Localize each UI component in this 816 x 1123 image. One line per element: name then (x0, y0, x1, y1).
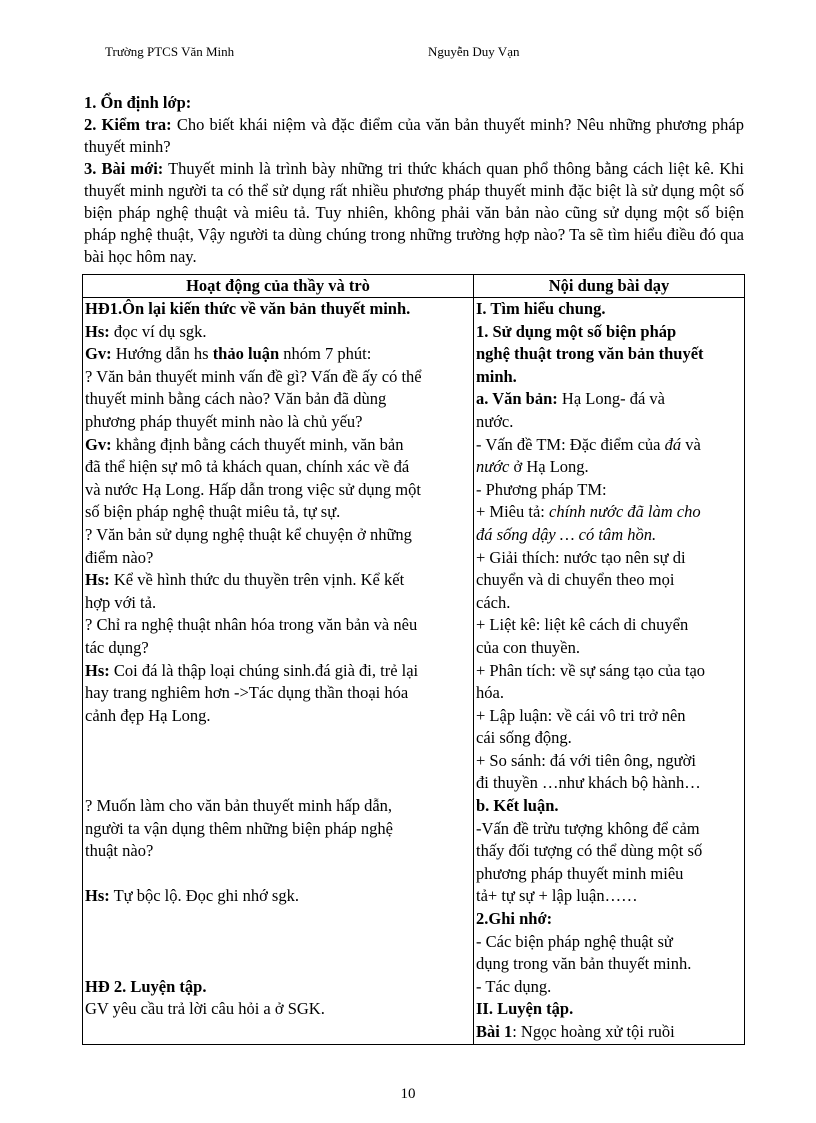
section-heading: 1. Sử dụng một số biện pháp (476, 321, 677, 341)
teacher-name: Nguyễn Duy Vạn (428, 44, 520, 59)
step-3-label: 3. Bài mới: (84, 159, 164, 178)
left-line: điểm nào? (85, 547, 154, 567)
section-heading: nghệ thuật trong văn bản thuyết (476, 344, 704, 364)
spacer (85, 908, 471, 931)
section-heading: I. Tìm hiểu chung. (476, 299, 606, 318)
right-line: -Vấn đề trừu tượng không để cảm (476, 818, 700, 838)
right-line (476, 388, 742, 411)
right-line (476, 343, 742, 366)
right-line: + Phân tích: về sự sáng tạo của tạo (476, 660, 706, 680)
right-text: Hạ Long- đá và (557, 389, 665, 409)
activity-heading: HĐ 2. Luyện tập. (85, 976, 207, 996)
right-italic-text: nước (476, 457, 510, 477)
left-line: ? Văn bản thuyết minh vấn đề gì? Vấn đề ấy có thể (85, 366, 422, 386)
left-line: phương pháp thuyết minh nào là chủ yếu? (85, 411, 363, 431)
school-name: Trường PTCS Văn Minh (105, 44, 235, 59)
left-text: Tự bộc lộ. Đọc ghi nhớ sgk. (109, 886, 299, 906)
hs-label: Hs: (85, 886, 110, 906)
right-text: - Vấn đề TM: Đặc điểm của (476, 434, 665, 454)
right-line (476, 501, 742, 524)
spacer (85, 953, 471, 976)
left-line: thuật nào? (85, 841, 154, 861)
lesson-table (82, 274, 745, 1045)
section-heading: b. Kết luận. (476, 796, 559, 816)
right-line: - Tác dụng. (476, 976, 552, 996)
left-line (85, 298, 471, 321)
right-line (476, 366, 742, 389)
right-line: chuyển và di chuyển theo mọi (476, 570, 675, 590)
left-line (85, 434, 471, 457)
table-header-row (83, 275, 745, 298)
right-text: + Miêu tả: (476, 502, 550, 522)
hs-label: Hs: (85, 321, 110, 341)
col2-header: Nội dung bài dạy (474, 275, 745, 298)
left-bold-text: thảo luận (212, 344, 280, 364)
content-cell (474, 298, 745, 1045)
right-line (476, 434, 742, 457)
left-line: hợp với tả. (85, 592, 157, 612)
spacer (85, 750, 471, 773)
step-3 (82, 158, 744, 268)
step-1 (82, 92, 744, 114)
left-line: hay trang nghiêm hơn ->Tác dụng thần thoại hóa (85, 683, 409, 703)
right-line: + Giải thích: nước tạo nên sự di (476, 547, 686, 567)
left-line (85, 885, 471, 908)
right-text: và (681, 434, 701, 454)
section-heading: minh. (476, 366, 517, 386)
left-line: ? Chỉ ra nghệ thuật nhân hóa trong văn bản và nêu (85, 615, 418, 635)
right-line: tả+ tự sự + lập luận…… (476, 886, 638, 906)
left-line (85, 321, 471, 344)
right-line: của con thuyền. (476, 637, 581, 657)
right-italic-text: đá sống dậy … có tâm hồn. (476, 524, 657, 544)
left-line: đã thể hiện sự mô tả khách quan, chính xác về đá (85, 457, 410, 477)
left-line (85, 976, 471, 999)
right-line: - Phương pháp TM: (476, 479, 607, 499)
lesson-intro (82, 92, 744, 268)
right-line: + Liệt kê: liệt kê cách di chuyển (476, 615, 689, 635)
left-line: GV yêu cầu trả lời câu hỏi a ở SGK. (85, 999, 325, 1019)
hs-label: Hs: (85, 570, 110, 590)
left-text: khẳng định bằng cách thuyết minh, văn bản (111, 434, 404, 454)
left-text: Kể về hình thức du thuyền trên vịnh. Kể kết (109, 570, 405, 590)
left-line (85, 343, 471, 366)
left-line: người ta vận dụng thêm những biện pháp nghệ (85, 818, 393, 838)
page-number: 10 (400, 1086, 416, 1102)
left-line: cảnh đẹp Hạ Long. (85, 705, 211, 725)
right-line (476, 998, 742, 1021)
right-line (476, 1021, 742, 1044)
right-line (476, 456, 742, 479)
right-text: : Ngọc hoàng xử tội ruồi (512, 1022, 675, 1041)
right-line: + So sánh: đá với tiên ông, người (476, 750, 696, 770)
spacer (85, 863, 471, 886)
gv-label: Gv: (85, 434, 112, 454)
activity-heading: HĐ1.Ôn lại kiến thức về văn bản thuyết minh. (85, 299, 411, 318)
left-line: ? Muốn làm cho văn bản thuyết minh hấp dẫn, (85, 796, 393, 816)
right-line: cái sống động. (476, 728, 572, 748)
right-italic-text: chính nước đã làm cho (549, 502, 701, 522)
col1-header: Hoạt động của thầy và trò (83, 275, 474, 298)
left-line: số biện pháp nghệ thuật miêu tả, tự sự. (85, 502, 341, 522)
right-text: ở Hạ Long. (509, 457, 589, 477)
spacer (85, 772, 471, 795)
right-line (476, 298, 742, 321)
table-row (83, 298, 745, 1045)
left-text: đọc ví dụ sgk. (109, 321, 207, 341)
spacer (85, 931, 471, 954)
left-line: và nước Hạ Long. Hấp dẫn trong việc sử dụng một (85, 479, 421, 499)
left-text: nhóm 7 phút: (279, 344, 372, 364)
hs-label: Hs: (85, 660, 110, 680)
right-bold-text: Bài 1 (476, 1022, 513, 1041)
right-bold-text: a. Văn bản: (476, 389, 558, 409)
left-line: thuyết minh bằng cách nào? Văn bản đã dùng (85, 389, 387, 409)
left-text: Hướng dẫn hs (111, 344, 213, 364)
right-line: đi thuyền …như khách bộ hành… (476, 773, 701, 793)
left-line (85, 569, 471, 592)
left-text: Coi đá là thập loại chúng sinh.đá già đi, trẻ lại (109, 660, 419, 680)
right-line: dụng trong văn bản thuyết minh. (476, 954, 692, 974)
gv-label: Gv: (85, 344, 112, 364)
right-line (476, 524, 742, 547)
step-2-text: Cho biết khái niệm và đặc điểm của văn bản thuyết minh? Nêu những phương pháp thuyết minh? (84, 115, 744, 156)
right-line (476, 908, 742, 931)
right-line (476, 795, 742, 818)
step-3-text: Thuyết minh là trình bày những tri thức khách quan phổ thông bằng cách liệt kê. Khi thuyết minh người ta có thể sử dụng rất nhiều phương pháp thuyết minh đặc biệt là sử dụng một số biện pháp nghệ thuật và miêu tả. Tuy nhiên, không phải văn bản nào cũng sử dụng một số biện pháp nghệ thuật, Vậy người ta dùng chúng trong những trường hợp nào? Ta sẽ tìm hiểu điều đó qua bài học hôm nay. (84, 159, 744, 266)
right-line: - Các biện pháp nghệ thuật sử (476, 931, 673, 951)
step-1-label: 1. Ổn định lớp: (84, 93, 192, 112)
left-line: ? Văn bản sử dụng nghệ thuật kể chuyện ở những (85, 524, 412, 544)
right-line: phương pháp thuyết minh miêu (476, 863, 684, 883)
right-italic-text: đá (664, 434, 682, 454)
right-line: + Lập luận: về cái vô tri trở nên (476, 705, 686, 725)
step-2-label: 2. Kiểm tra: (84, 115, 172, 134)
right-line: thấy đối tượng có thể dùng một số (476, 841, 703, 861)
section-heading: II. Luyện tập. (476, 999, 574, 1019)
right-line: hóa. (476, 683, 504, 703)
spacer (85, 727, 471, 750)
right-line: cách. (476, 592, 511, 612)
left-line (85, 660, 471, 683)
right-line: nước. (476, 411, 514, 431)
right-line (476, 321, 742, 344)
step-2 (82, 114, 744, 158)
left-line: tác dụng? (85, 637, 149, 657)
section-heading: 2.Ghi nhớ: (476, 909, 553, 929)
activities-cell (83, 298, 474, 1045)
